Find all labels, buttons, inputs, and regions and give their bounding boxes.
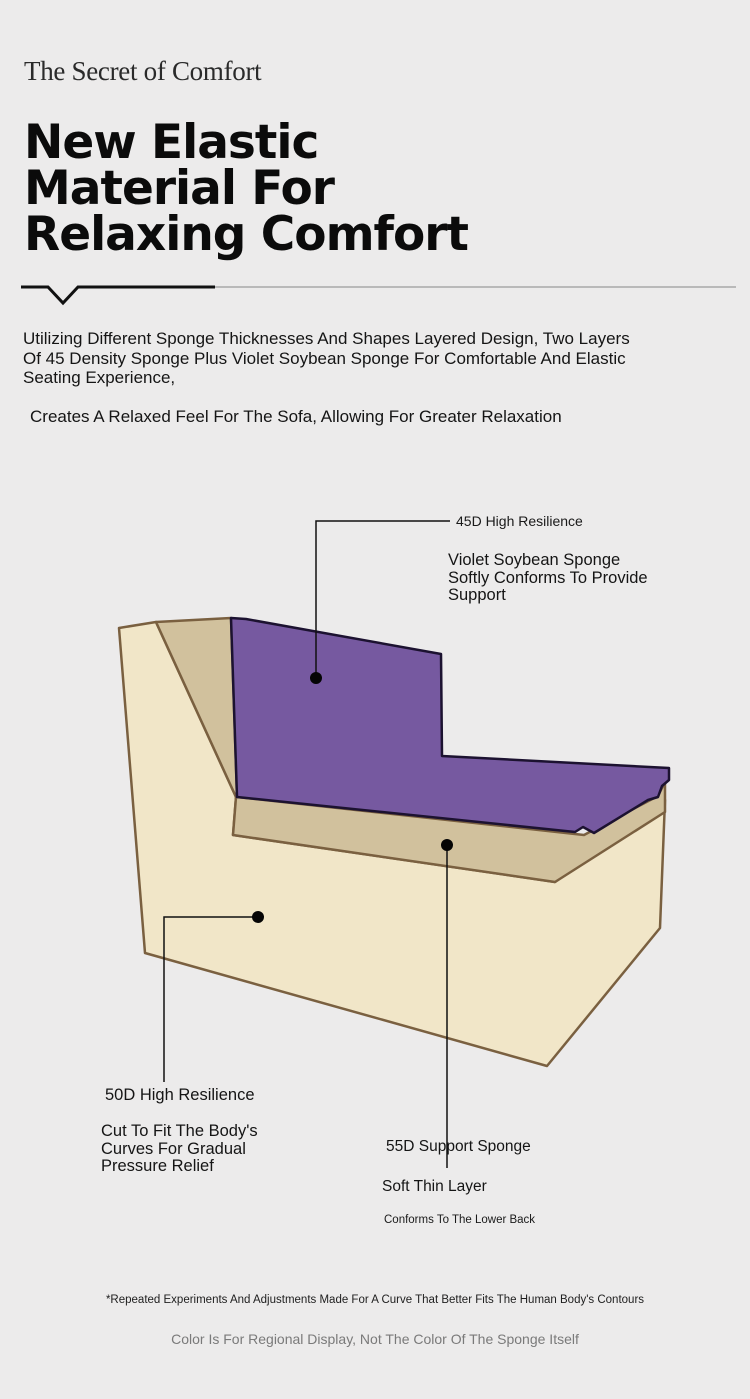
headline-line-1: New Elastic <box>24 115 319 170</box>
leader-dot-bottom <box>441 839 453 851</box>
footnote: *Repeated Experiments And Adjustments Made For A Curve That Better Fits The Human Body's Contours <box>105 1294 645 1306</box>
intro-paragraph: Utilizing Different Sponge Thicknesses And Shapes Layered Design, Two Layers Of 45 Density Sponge Plus Violet Soybean Sponge For Comfortable And Elastic Seating Experience, <box>23 329 630 387</box>
leader-dot-top <box>310 672 322 684</box>
callout-left-body: Cut To Fit The Body's Curves For Gradual Pressure Relief <box>101 1122 258 1175</box>
callout-bottom-body: Soft Thin Layer <box>382 1178 487 1195</box>
callout-top-title: 45D High Resilience <box>456 513 583 529</box>
callout-left-title: 50D High Resilience <box>105 1086 255 1104</box>
color-disclaimer: Color Is For Regional Display, Not The Color Of The Sponge Itself <box>171 1331 579 1347</box>
intro-highlight: Creates A Relaxed Feel For The Sofa, Allowing For Greater Relaxation <box>30 407 562 426</box>
callout-bottom-note: Conforms To The Lower Back <box>384 1214 536 1226</box>
callout-bottom-title: 55D Support Sponge <box>386 1138 531 1155</box>
headline-line-2: Material For <box>24 161 334 216</box>
callout-top-body: Violet Soybean Sponge Softly Conforms To Provide Support <box>448 551 648 604</box>
violet-sponge-layer <box>231 618 669 833</box>
page-headline <box>24 115 544 262</box>
section-eyebrow: The Secret of Comfort <box>24 56 262 86</box>
section-divider <box>0 276 750 316</box>
leader-dot-left <box>252 911 264 923</box>
headline-line-3: Relaxing Comfort <box>24 207 468 262</box>
